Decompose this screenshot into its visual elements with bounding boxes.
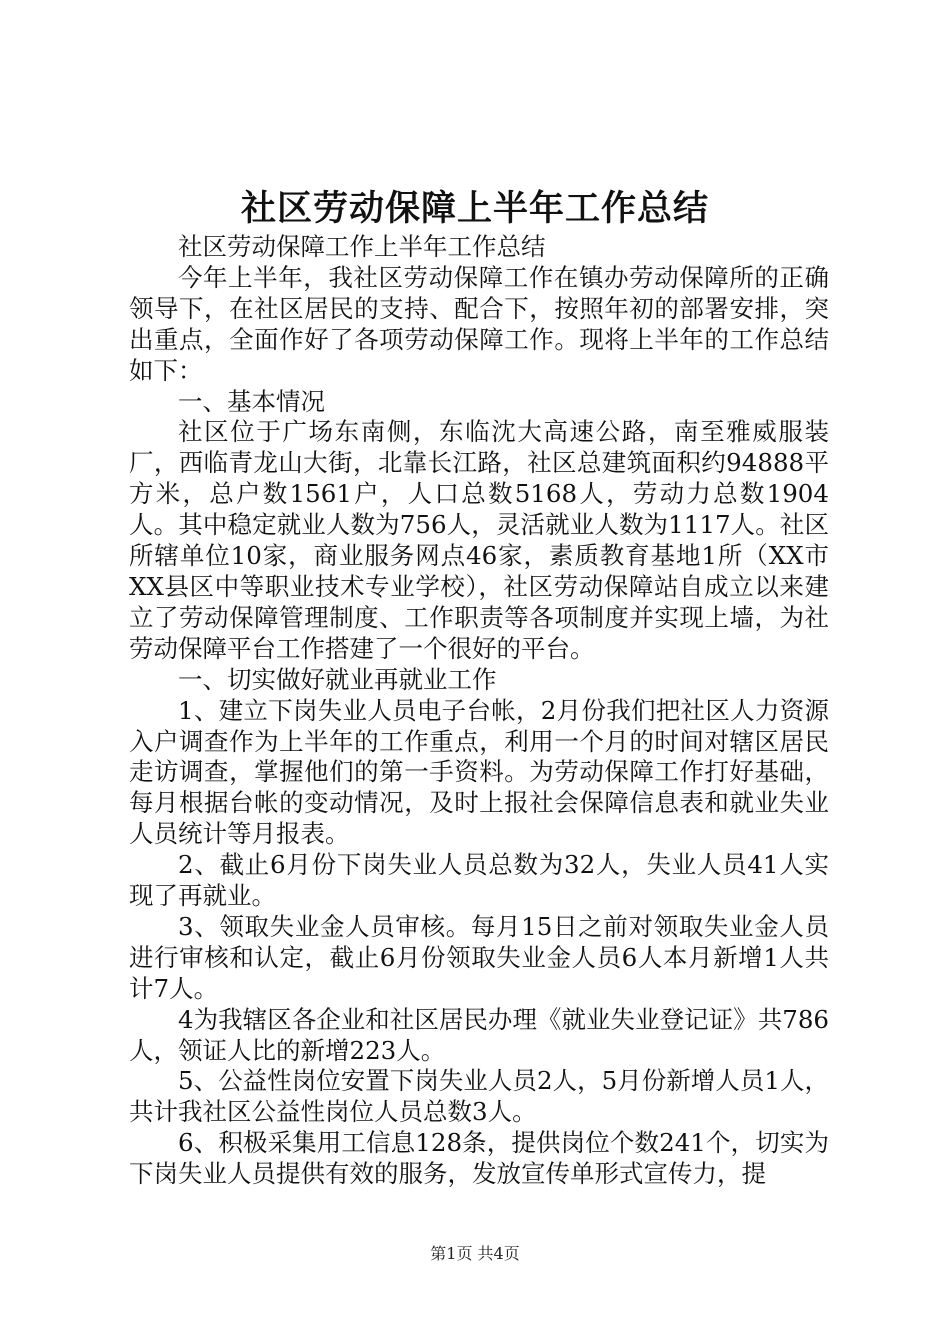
paragraph: 3、领取失业金人员审核。每月15日之前对领取失业金人员进行审核和认定，截止6月份领取失业金人员6人本月新增1人共计7人。: [129, 911, 829, 1003]
paragraph: 5、公益性岗位安置下岗失业人员2人，5月份新增人员1人，共计我社区公益性岗位人员总数3人。: [129, 1066, 829, 1127]
paragraph: 2、截止6月份下岗失业人员总数为32人，失业人员41人实现了再就业。: [129, 850, 829, 911]
paragraph: 今年上半年，我社区劳动保障工作在镇办劳动保障所的正确领导下，在社区居民的支持、配合下，按照年初的部署安排，突出重点，全面作好了各项劳动保障工作。现将上半年的工作总结如下：: [129, 262, 829, 385]
document-body: [129, 232, 829, 1190]
paragraph: 6、积极采集用工信息128条，提供岗位个数241个，切实为下岗失业人员提供有效的服务，发放宣传单形式宣传力，提: [129, 1128, 829, 1189]
paragraph: 社区劳动保障工作上半年工作总结: [178, 232, 546, 261]
document-title: 社区劳动保障上半年工作总结: [240, 188, 709, 229]
section-heading: 一、切实做好就业再就业工作: [178, 664, 497, 694]
section-heading: 一、基本情况: [178, 386, 325, 416]
paragraph: 1、建立下岗失业人员电子台帐，2月份我们把社区人力资源入户调查作为上半年的工作重点，利用一个月的时间对辖区居民走访调查，掌握他们的第一手资料。为劳动保障工作打好基础，每月根据台帐的变动情况，及时上报社会保障信息表和就业失业人员统计等月报表。: [129, 695, 829, 849]
page-number-footer: 第1页 共4页: [430, 1244, 520, 1263]
paragraph: 4为我辖区各企业和社区居民办理《就业失业登记证》共786人，领证人比的新增223人。: [129, 1004, 829, 1065]
paragraph: 社区位于广场东南侧，东临沈大高速公路，南至雅威服装厂，西临青龙山大街，北靠长江路，社区总建筑面积约94888平方米，总户数1561户，人口总数5168人，劳动力总数1904人。其中稳定就业人数为756人，灵活就业人数为1117人。社区所辖单位10家，商业服务网点46家，素质教育基地1所（XX市XX县区中等职业技术专业学校），社区劳动保障站自成立以来建立了劳动保障管理制度、工作职责等各项制度并实现上墙，为社劳动保障平台工作搭建了一个很好的平台。: [129, 417, 829, 663]
